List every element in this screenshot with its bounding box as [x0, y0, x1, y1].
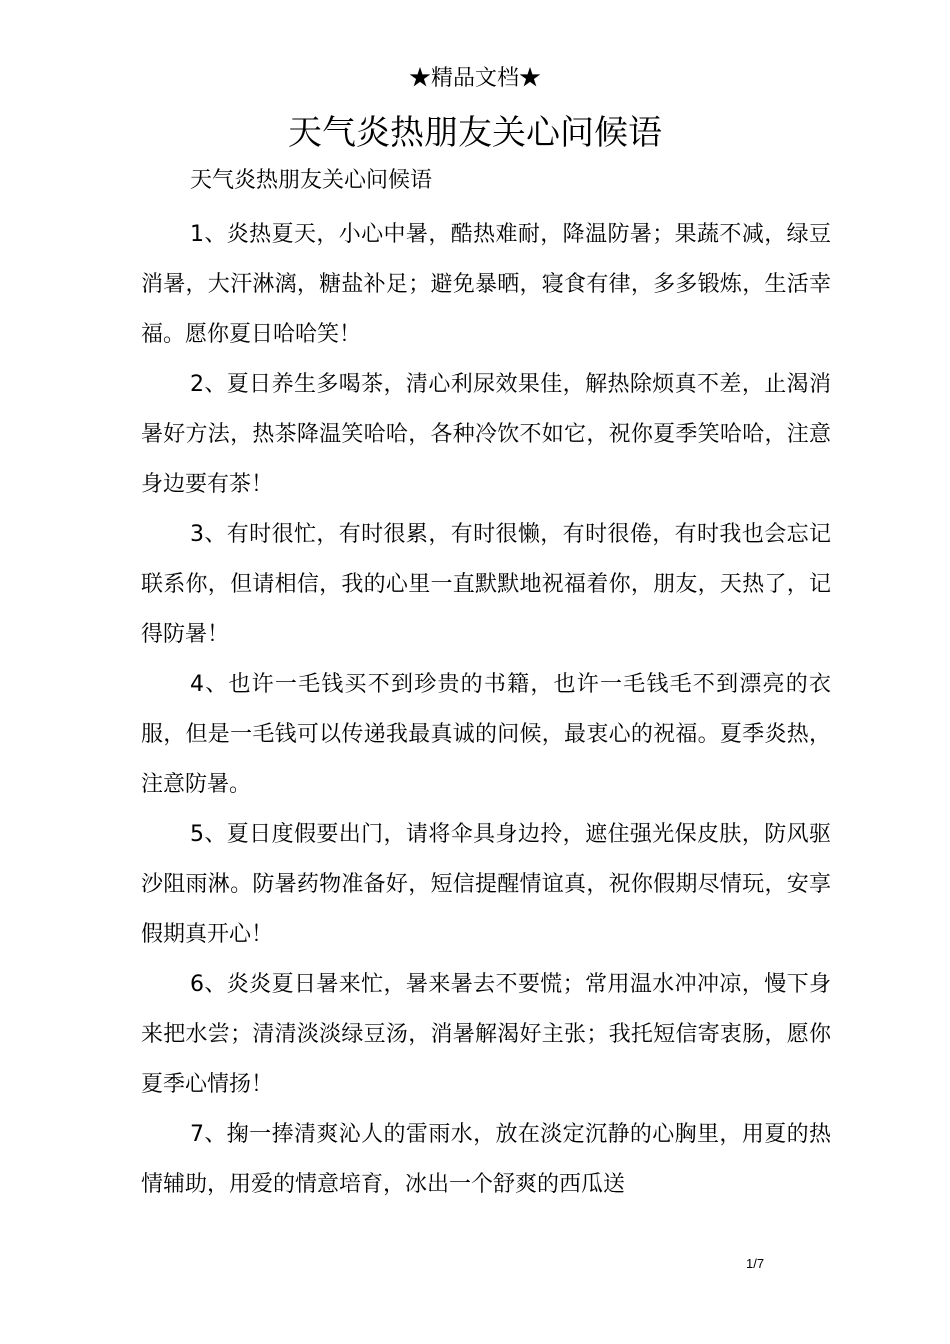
document-subtitle: 天气炎热朋友关心问候语	[190, 168, 433, 193]
banner-header: ★精品文档★	[408, 66, 541, 91]
document-body	[141, 210, 831, 1210]
paragraph-4: 4、也许一毛钱买不到珍贵的书籍，也许一毛钱毛不到漂亮的衣服，但是一毛钱可以传递我最真诚的问候，最衷心的祝福。夏季炎热，注意防暑。	[141, 672, 831, 797]
page-number: 1/7	[746, 1256, 765, 1271]
document-title: 天气炎热朋友关心问候语	[288, 113, 662, 153]
paragraph-5: 5、夏日度假要出门，请将伞具身边拎，遮住强光保皮肤，防风驱沙阻雨淋。防暑药物准备好，短信提醒情谊真，祝你假期尽情玩，安享假期真开心！	[141, 822, 831, 947]
paragraph-7: 7、掬一捧清爽沁人的雷雨水，放在淡定沉静的心胸里，用夏的热情辅助，用爱的情意培育，冰出一个舒爽的西瓜送	[141, 1122, 831, 1197]
paragraph-1: 1、炎热夏天，小心中暑，酷热难耐，降温防暑；果蔬不减，绿豆消暑，大汗淋漓，糖盐补足；避免暴晒，寝食有律，多多锻炼，生活幸福。愿你夏日哈哈笑！	[141, 222, 831, 347]
paragraph-2: 2、夏日养生多喝茶，清心利尿效果佳，解热除烦真不差，止渴消暑好方法，热茶降温笑哈哈，各种冷饮不如它，祝你夏季笑哈哈，注意身边要有茶！	[141, 372, 831, 497]
paragraph-6: 6、炎炎夏日暑来忙，暑来暑去不要慌；常用温水冲冲凉，慢下身来把水尝；清清淡淡绿豆汤，消暑解渴好主张；我托短信寄衷肠，愿你夏季心情扬！	[141, 972, 831, 1097]
paragraph-3: 3、有时很忙，有时很累，有时很懒，有时很倦，有时我也会忘记联系你，但请相信，我的心里一直默默地祝福着你，朋友，天热了，记得防暑！	[141, 522, 831, 647]
